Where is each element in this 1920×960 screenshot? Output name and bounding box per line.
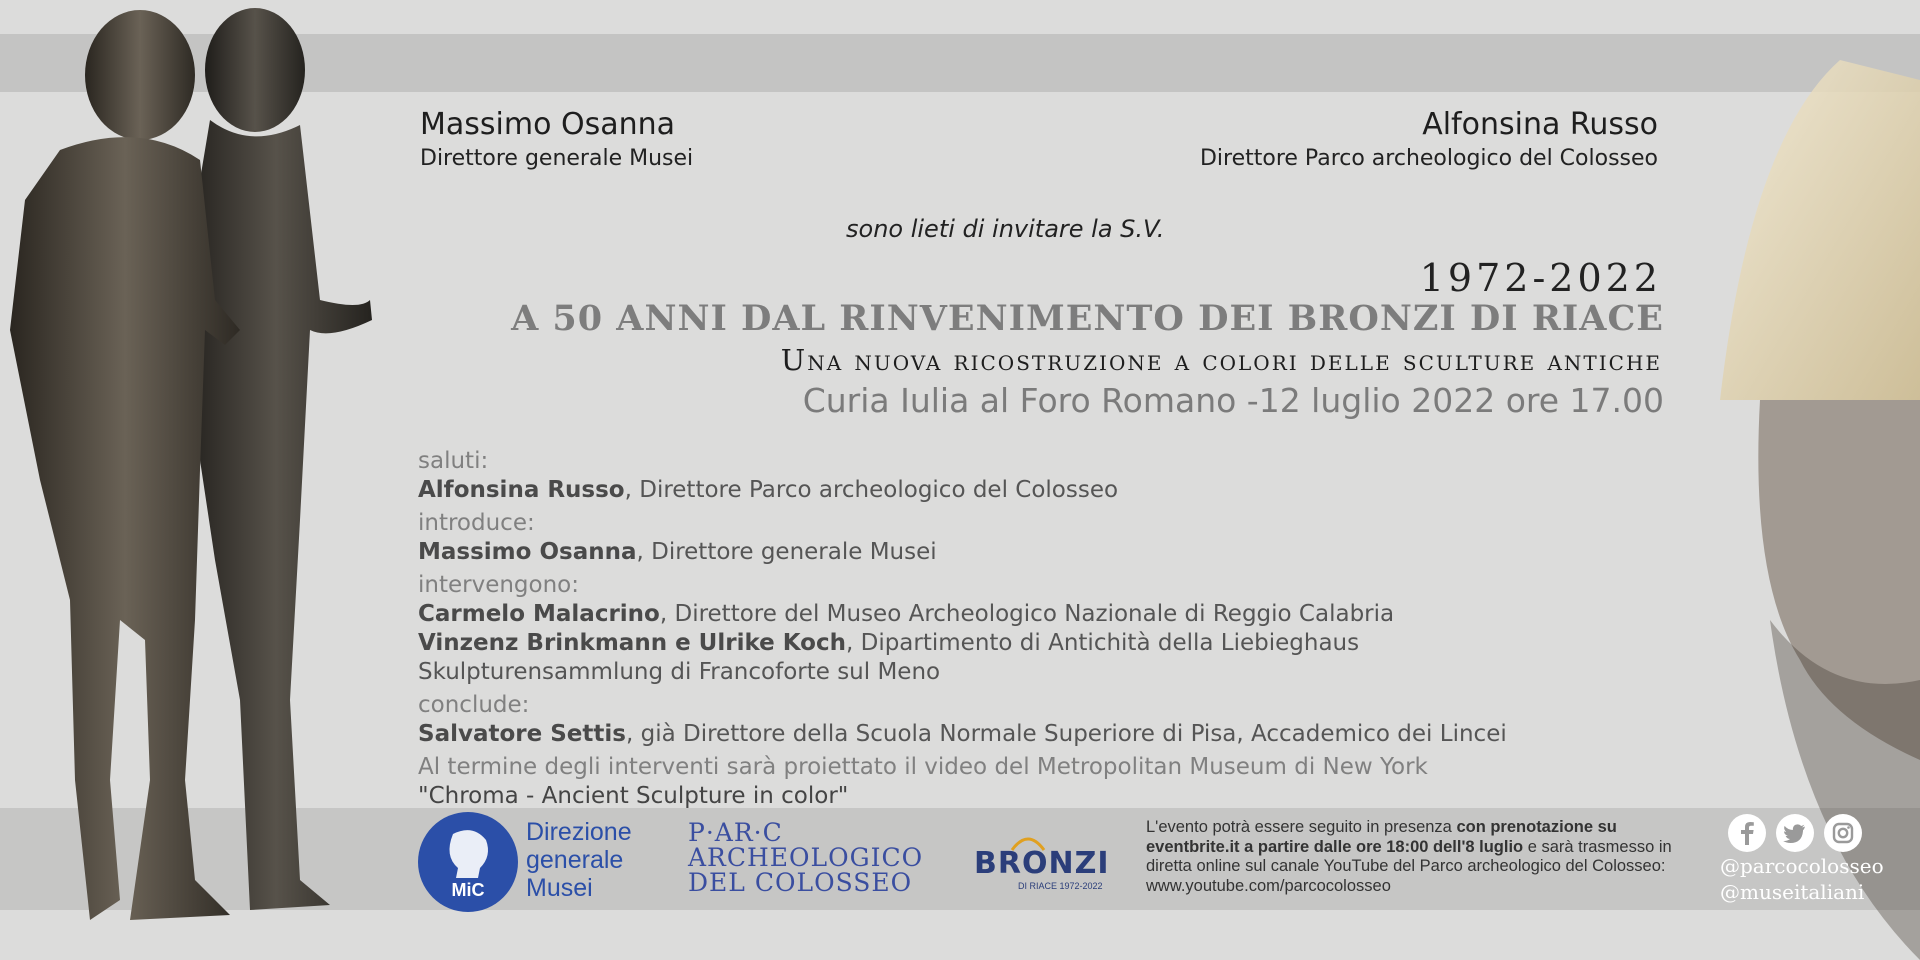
event-years: 1972-2022 xyxy=(1419,256,1662,300)
event-subheading: Una nuova ricostruzione a colori delle sculture antiche xyxy=(780,343,1662,377)
mic-label-line: Musei xyxy=(526,874,593,902)
speaker-name: Salvatore Settis xyxy=(418,721,626,747)
riace-bronzes-illustration xyxy=(0,0,400,960)
speaker-entry-2 xyxy=(418,629,1518,658)
host-right-name: Alfonsina Russo xyxy=(1422,107,1658,142)
social-icons xyxy=(1728,814,1862,852)
programme xyxy=(418,447,1518,811)
bronzi-riace-logo xyxy=(974,846,1110,891)
speaker-name: Vinzenz Brinkmann e Ulrike Koch xyxy=(418,630,846,656)
speaker-name: Carmelo Malacrino xyxy=(418,601,660,627)
speaker-entry-1 xyxy=(418,600,1518,629)
speaker-role: , Direttore Parco archeologico del Colosseo xyxy=(624,477,1119,503)
saluti-label: saluti: xyxy=(418,448,489,474)
saluti-entry xyxy=(418,476,1518,505)
speaker-entry-2-continued: Skulpturensammlung di Francoforte sul Meno xyxy=(418,659,941,685)
speaker-name: Massimo Osanna xyxy=(418,539,637,565)
mic-badge: MiC xyxy=(451,880,485,900)
facebook-icon[interactable] xyxy=(1728,814,1766,852)
speaker-role: , Direttore del Museo Archeologico Nazionale di Reggio Calabria xyxy=(659,601,1395,627)
conclude-label: conclude: xyxy=(418,692,530,718)
introduce-entry xyxy=(418,538,1518,567)
bronzi-wordmark: BRONZI xyxy=(974,846,1110,881)
speaker-role: , già Direttore della Scuola Normale Superiore di Pisa, Accademico dei Lincei xyxy=(625,721,1507,747)
twitter-icon[interactable] xyxy=(1776,814,1814,852)
speaker-name: Alfonsina Russo xyxy=(418,477,625,503)
event-venue-date: Curia Iulia al Foro Romano -12 luglio 2022 ore 17.00 xyxy=(802,381,1664,420)
introduce-label: introduce: xyxy=(418,510,535,536)
host-right-role: Direttore Parco archeologico del Colosseo xyxy=(1199,146,1658,171)
mic-label-line: generale xyxy=(526,846,624,874)
bronzi-subtitle: DI RIACE 1972-2022 xyxy=(1018,881,1103,891)
parco-logo-line: ARCHEOLOGICO xyxy=(688,843,924,872)
info-suffix: e sarà trasmesso in diretta online sul canale YouTube del Parco archeologico del Colosseo: www.youtube.com/parcocolosseo xyxy=(1146,837,1672,895)
intervengono-label: intervengono: xyxy=(418,572,579,598)
mic-label xyxy=(526,818,632,902)
parco-logo-line: DEL COLOSSEO xyxy=(688,868,913,897)
event-access-info xyxy=(1146,818,1676,896)
invitation-line: sono lieti di invitare la S.V. xyxy=(846,215,1165,243)
closing-note: Al termine degli interventi sarà proiettato il video del Metropolitan Museum di New York xyxy=(418,754,1428,780)
speaker-role: , Dipartimento di Antichità della Liebieghaus xyxy=(845,630,1360,656)
host-left-role: Direttore generale Musei xyxy=(420,146,694,171)
video-title: "Chroma - Ancient Sculpture in color" xyxy=(418,783,849,809)
mic-label-line: Direzione xyxy=(526,818,632,846)
parco-colosseo-logo xyxy=(688,820,923,895)
handle-museitaliani[interactable]: @museitaliani xyxy=(1720,880,1865,904)
event-headline: A 50 ANNI DAL RINVENIMENTO DEI BRONZI DI RIACE xyxy=(511,298,1664,339)
info-prefix: L'evento potrà essere seguito in presenza xyxy=(1146,818,1457,836)
conclude-entry xyxy=(418,720,1518,749)
instagram-icon[interactable] xyxy=(1824,814,1862,852)
info-booking: con prenotazione su eventbrite.it a partire dalle ore 18:00 dell'8 luglio xyxy=(1146,818,1617,856)
handle-parcocolosseo[interactable]: @parcocolosseo xyxy=(1720,854,1884,878)
bronzi-50-mark xyxy=(1008,834,1048,852)
parco-logo-line: P·AR·C xyxy=(688,818,783,847)
speaker-role: , Direttore generale Musei xyxy=(636,539,937,565)
host-left-name: Massimo Osanna xyxy=(420,107,676,142)
